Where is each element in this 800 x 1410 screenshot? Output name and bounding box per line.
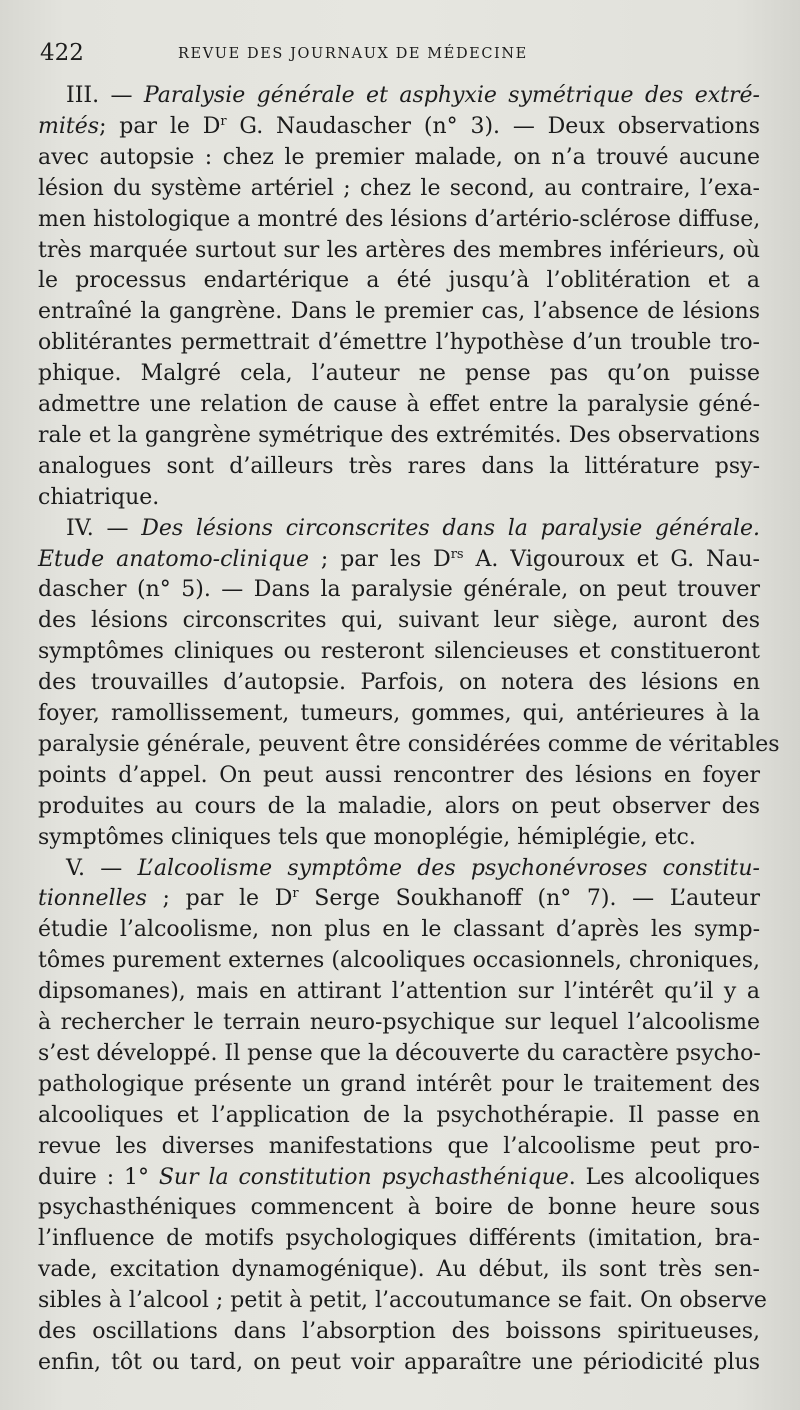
text-span: analogues sont d’ailleurs très rares dans la littérature psy-	[38, 453, 760, 479]
text-line	[38, 234, 760, 268]
text-line	[38, 543, 760, 577]
text-line	[38, 975, 760, 1009]
text-line	[38, 882, 760, 916]
text-line	[38, 481, 760, 515]
text-span: symptômes cliniques tels que monoplégie, hémiplégie, etc.	[38, 824, 696, 850]
text-span: pathologique présente un grand intérêt pour le traitement des	[38, 1071, 760, 1097]
text-span: oblitérantes permettrait d’émettre l’hypothèse d’un trouble tro-	[38, 330, 760, 356]
superscript-text: rs	[450, 546, 464, 562]
text-span: étudie l’alcoolisme, non plus en le classant d’après les symp-	[38, 917, 760, 943]
text-line	[66, 79, 760, 113]
italic-text: Etude anatomo-clinique	[38, 546, 309, 572]
text-span: foyer, ramollissement, tumeurs, gommes, qui, antérieures à la	[38, 701, 760, 726]
text-line	[38, 1346, 760, 1380]
text-line	[38, 604, 760, 638]
text-span: duire : 1°	[38, 1164, 159, 1190]
page-number: 422	[40, 40, 84, 66]
text-line	[38, 1315, 760, 1349]
text-line	[38, 1253, 760, 1287]
text-span: alcooliques et l’application de la psychothérapie. Il passe en	[38, 1102, 760, 1128]
text-line	[38, 388, 760, 422]
text-line	[38, 295, 760, 329]
text-line	[38, 450, 760, 484]
text-line	[38, 635, 760, 669]
text-span: le processus endartérique a été jusqu’à l’oblitération et a	[38, 268, 760, 294]
text-span: symptômes cliniques ou resteront silencieuses et constitueront	[38, 639, 760, 665]
text-span: tômes purement externes (alcooliques occasionnels, chroniques,	[38, 948, 760, 974]
text-span: A. Vigouroux et G. Nau-	[463, 546, 760, 572]
text-line	[38, 1099, 760, 1133]
text-span: G. Naudascher (n° 3). — Deux observations	[226, 113, 760, 139]
text-span: ; par le D	[146, 886, 293, 912]
italic-text: Des lésions circonscrites dans la paralysie générale.	[141, 515, 760, 541]
text-span: V. —	[66, 855, 138, 881]
text-span: . Les alcooliques	[568, 1164, 761, 1190]
text-span: III. —	[66, 83, 144, 108]
text-line	[38, 1037, 760, 1071]
superscript-text: r	[292, 886, 299, 902]
text-span: dascher (n° 5). — Dans la paralysie générale, on peut trouver	[38, 577, 760, 603]
text-span: dipsomanes), mais en attirant l’attention sur l’intérêt qu’il y a	[38, 979, 760, 1005]
text-span: Serge Soukhanoff (n° 7). — L’auteur	[298, 886, 760, 912]
text-line	[66, 852, 760, 886]
text-line	[38, 1161, 760, 1195]
text-span: des oscillations dans l’absorption des boissons spiritueuses,	[38, 1319, 760, 1344]
italic-text: Paralysie générale et asphyxie symétrique des extré-	[143, 83, 760, 108]
text-line	[38, 728, 780, 762]
text-line	[38, 110, 760, 144]
italic-text: Sur la constitution psychasthénique	[158, 1164, 569, 1190]
text-span: ; par les D	[308, 546, 451, 572]
text-line	[38, 203, 760, 237]
italic-text: tionnelles	[38, 886, 147, 912]
text-span: rale et la gangrène symétrique des extrémités. Des observations	[38, 422, 760, 448]
text-line	[38, 821, 760, 855]
text-span: chiatrique.	[38, 484, 160, 510]
text-line	[38, 1191, 760, 1225]
text-line	[38, 1130, 760, 1164]
text-span: des lésions circonscrites qui, suivant leur siège, auront des	[38, 608, 760, 634]
text-span: paralysie générale, peuvent être considérées comme de véritables	[38, 731, 780, 757]
text-span: psychasthéniques commencent à boire de bonne heure sous	[38, 1195, 760, 1221]
text-span: points d’appel. On peut aussi rencontrer des lésions en foyer	[38, 762, 760, 788]
text-span: s’est développé. Il pense que la découverte du caractère psycho-	[38, 1040, 761, 1066]
text-line	[38, 666, 760, 700]
text-line	[66, 512, 760, 546]
text-span: enfin, tôt ou tard, on peut voir apparaître une périodicité plus	[38, 1349, 760, 1375]
text-line	[38, 697, 760, 731]
text-span: à rechercher le terrain neuro-psychique sur lequel l’alcoolisme	[38, 1010, 760, 1035]
text-line	[38, 357, 760, 391]
text-span: admettre une relation de cause à effet entre la paralysie géné-	[38, 392, 760, 417]
text-span: des trouvailles d’autopsie. Parfois, on notera des lésions en	[38, 670, 760, 696]
text-line	[38, 141, 760, 175]
text-span: IV. —	[66, 515, 142, 541]
text-span: vade, excitation dynamogénique). Au début, ils sont très sen-	[38, 1257, 760, 1283]
italic-text: L’alcoolisme symptôme des psychonévroses constitu-	[137, 855, 760, 881]
text-span: entraîné la gangrène. Dans le premier cas, l’absence de lésions	[38, 299, 760, 325]
text-span: phique. Malgré cela, l’auteur ne pense pas qu’on puisse	[38, 361, 760, 387]
text-span: sibles à l’alcool ; petit à petit, l’accoutumance se fait. On observe	[38, 1288, 767, 1314]
text-span: produites au cours de la maladie, alors on peut observer des	[38, 793, 760, 819]
text-span: l’influence de motifs psychologiques différents (imitation, bra-	[38, 1226, 760, 1252]
text-line	[38, 172, 760, 206]
page-header	[40, 40, 760, 70]
text-line	[38, 790, 760, 824]
text-span: revue les diverses manifestations que l’alcoolisme peut pro-	[38, 1133, 760, 1159]
text-line	[38, 419, 760, 453]
text-line	[38, 759, 760, 793]
text-line	[38, 1222, 760, 1256]
text-line	[38, 1006, 760, 1040]
superscript-text: r	[220, 113, 227, 129]
text-span: très marquée surtout sur les artères des membres inférieurs, où	[38, 237, 760, 263]
text-span: lésion du système artériel ; chez le second, au contraire, l’exa-	[38, 175, 760, 201]
text-span: ; par le D	[99, 113, 221, 139]
text-line	[38, 326, 760, 360]
text-line	[38, 264, 760, 298]
text-span: men histologique a montré des lésions d’artério-sclérose diffuse,	[38, 206, 761, 232]
running-title: REVUE DES JOURNAUX DE MÉDECINE	[178, 46, 528, 62]
text-span: avec autopsie : chez le premier malade, on n’a trouvé aucune	[38, 144, 760, 170]
text-line	[38, 573, 760, 607]
text-line	[38, 913, 760, 947]
text-line	[38, 1284, 767, 1318]
italic-text: mités	[38, 113, 100, 139]
text-line	[38, 944, 760, 978]
text-line	[38, 1068, 760, 1102]
